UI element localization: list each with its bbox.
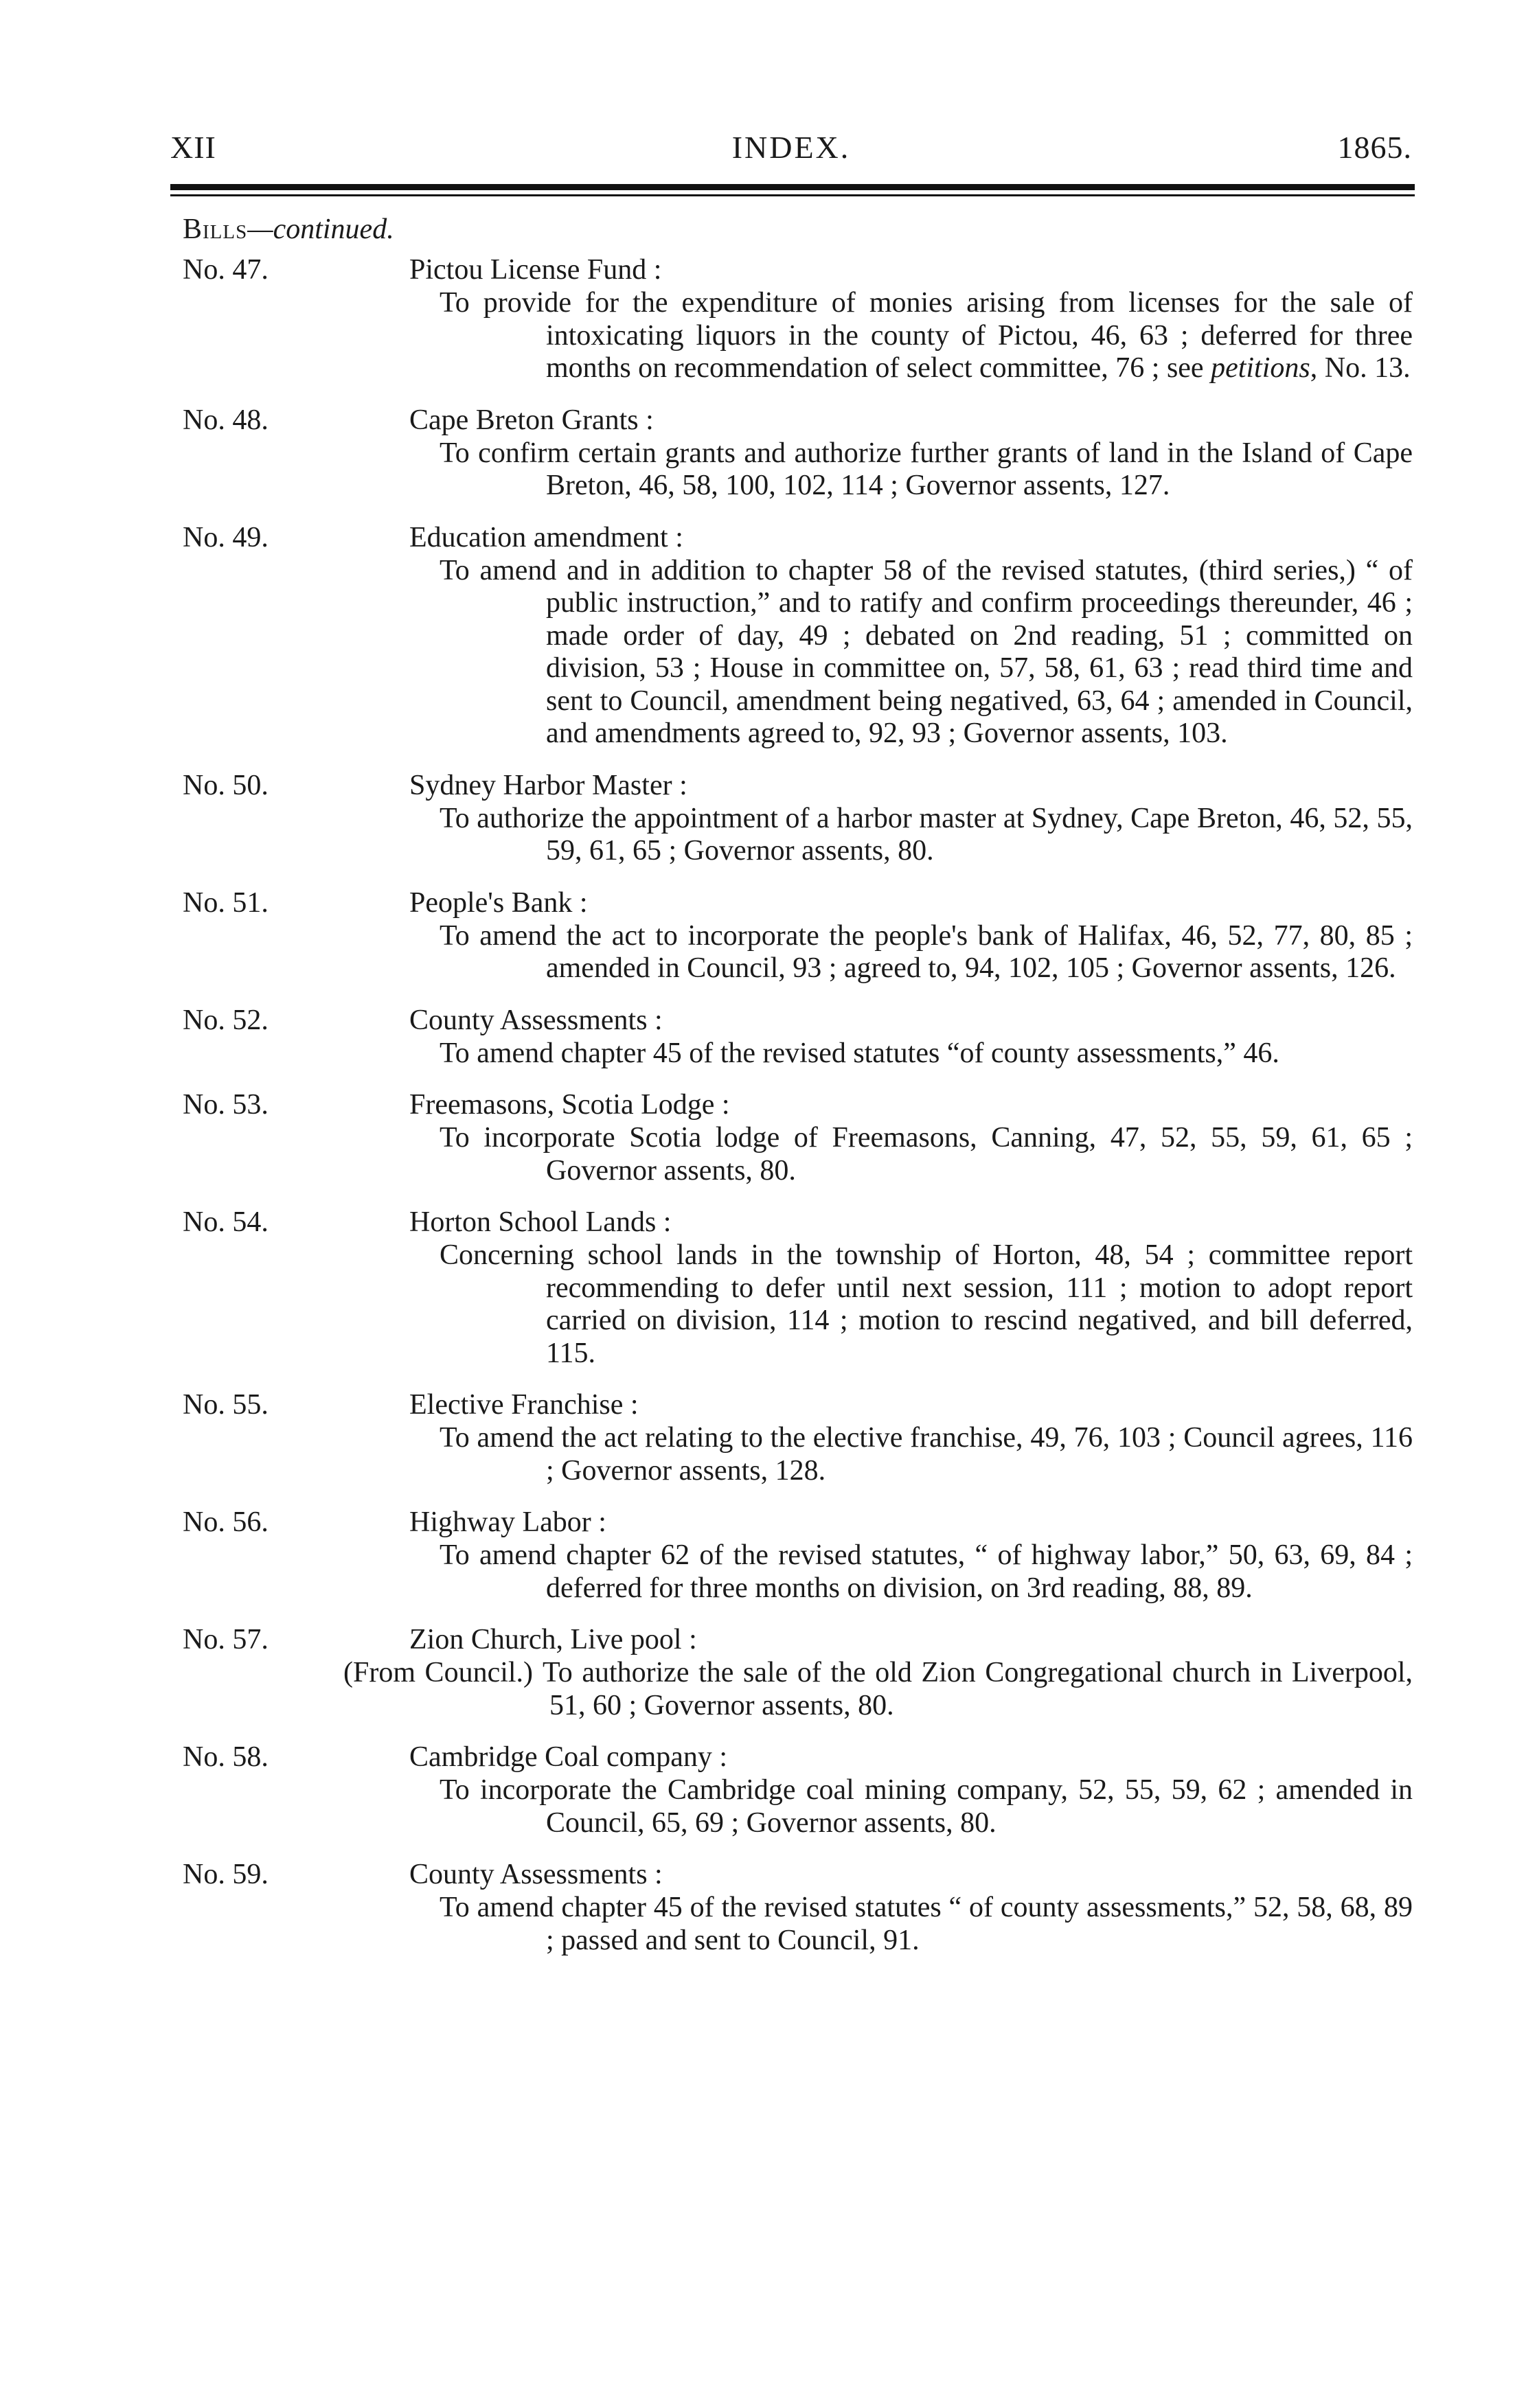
cross-reference-number: , No. 13. (1310, 352, 1411, 384)
index-entry (0, 1089, 1526, 1187)
page-title: INDEX. (731, 130, 851, 165)
index-entry (0, 1741, 1526, 1839)
bill-text: Concerning school lands in the township of Horton, 48, 54 ; committee report recommending to defer until next session, 111 ; motion to adopt report carried on division, 114 ; motion to rescind negatived, and bill deferred, 115. (440, 1239, 1413, 1369)
bill-description (343, 1657, 1413, 1722)
bill-description (440, 437, 1413, 503)
running-head (170, 129, 1412, 177)
bill-number: No. 50. (183, 769, 269, 801)
bill-description (440, 1037, 1413, 1070)
index-entry (0, 1389, 1526, 1487)
bill-text: To confirm certain grants and authorize further grants of land in the Island of Cape Breton, 46, 58, 100, 102, 114 ; Governor assents, 127. (440, 437, 1413, 501)
entry-head-line (0, 522, 1526, 555)
bill-description (440, 554, 1413, 750)
page-folio: XII (170, 130, 216, 165)
bill-description (440, 1422, 1413, 1487)
page-year: 1865. (1337, 130, 1412, 165)
bill-number: No. 53. (183, 1089, 269, 1121)
bill-subject: Freemasons, Scotia Lodge : (409, 1089, 730, 1121)
bill-subject: Highway Labor : (409, 1506, 606, 1538)
bill-description (440, 802, 1413, 868)
section-continued: —continued. (247, 214, 394, 245)
bill-description (440, 1774, 1413, 1839)
entry-head-line (0, 1389, 1526, 1422)
index-entry (0, 887, 1526, 985)
index-entry (0, 1506, 1526, 1605)
bill-number: No. 52. (183, 1004, 269, 1036)
bill-text: To amend chapter 45 of the revised statutes “of county assessments,” 46. (440, 1037, 1279, 1069)
index-entry (0, 770, 1526, 868)
bill-number: No. 54. (183, 1206, 269, 1238)
entry-head-line (0, 1206, 1526, 1239)
bill-number: No. 49. (183, 521, 269, 553)
bill-subject: Elective Franchise : (409, 1389, 639, 1421)
index-entry (0, 522, 1526, 750)
bill-origin: (From Council.) (343, 1657, 534, 1688)
bill-text: To provide for the expenditure of monies arising from licenses for the sale of intoxicating liquors in the county of Pictou, 46, 63 ; deferred for three months on recommendation of select committee, 76 ; see (440, 287, 1413, 384)
bill-number: No. 56. (183, 1506, 269, 1538)
index-entry (0, 254, 1526, 385)
bill-text: To amend chapter 62 of the revised statutes, “ of highway labor,” 50, 63, 69, 84 ; deferred for three months on division, on 3rd reading, 88, 89. (440, 1539, 1413, 1604)
bill-number: No. 55. (183, 1389, 269, 1421)
bill-text: To authorize the sale of the old Zion Congregational church in Liverpool, 51, 60 ; Governor assents, 80. (543, 1657, 1413, 1721)
entry-head-line (0, 770, 1526, 803)
bill-description (440, 1239, 1413, 1370)
entry-head-line (0, 254, 1526, 287)
bill-description (440, 287, 1413, 385)
bill-text: To amend the act to incorporate the people's bank of Halifax, 46, 52, 77, 80, 85 ; amended in Council, 93 ; agreed to, 94, 102, 105 ; Governor assents, 126. (440, 919, 1413, 984)
bill-subject: Zion Church, Live pool : (409, 1624, 697, 1655)
bill-number: No. 48. (183, 404, 269, 436)
index-entry (0, 1624, 1526, 1722)
entry-head-line (0, 1089, 1526, 1122)
header-rule-thick (170, 184, 1415, 190)
section-label: Bills (183, 214, 248, 245)
bill-subject: Horton School Lands : (409, 1206, 672, 1238)
bill-subject: Sydney Harbor Master : (409, 769, 687, 801)
section-heading (183, 213, 394, 246)
entry-head-line (0, 1859, 1526, 1892)
bill-description (440, 1892, 1413, 1957)
bill-description (440, 1122, 1413, 1187)
cross-reference: petitions (1211, 352, 1310, 384)
bill-number: No. 47. (183, 254, 269, 286)
bill-text: To incorporate Scotia lodge of Freemasons, Canning, 47, 52, 55, 59, 61, 65 ; Governor assents, 80. (440, 1122, 1413, 1186)
bill-text: To authorize the appointment of a harbor master at Sydney, Cape Breton, 46, 52, 55, 59, 61, 65 ; Governor assents, 80. (440, 802, 1413, 867)
entry-head-line (0, 1741, 1526, 1774)
bill-text: To amend chapter 45 of the revised statutes “ of county assessments,” 52, 58, 68, 89 ; passed and sent to Council, 91. (440, 1892, 1413, 1956)
index-entry (0, 1206, 1526, 1370)
index-entries (0, 254, 1526, 1976)
bill-text: To incorporate the Cambridge coal mining company, 52, 55, 59, 62 ; amended in Council, 65, 69 ; Governor assents, 80. (440, 1774, 1413, 1839)
bill-subject: Education amendment : (409, 521, 683, 553)
index-entry (0, 404, 1526, 503)
index-entry (0, 1859, 1526, 1957)
entry-head-line (0, 887, 1526, 920)
bill-number: No. 57. (183, 1624, 269, 1655)
bill-subject: Cape Breton Grants : (409, 404, 654, 436)
bill-number: No. 58. (183, 1741, 269, 1773)
entry-head-line (0, 1624, 1526, 1657)
bill-description (440, 919, 1413, 985)
bill-text: To amend the act relating to the elective franchise, 49, 76, 103 ; Council agrees, 116 ; Governor assents, 128. (440, 1422, 1413, 1487)
bill-number: No. 51. (183, 886, 269, 919)
bill-subject: County Assessments : (409, 1004, 663, 1036)
bill-number: No. 59. (183, 1859, 269, 1890)
index-entry (0, 1005, 1526, 1070)
bill-subject: People's Bank : (409, 886, 588, 919)
header-rule-thin (170, 194, 1415, 196)
entry-head-line (0, 404, 1526, 437)
entry-head-line (0, 1506, 1526, 1539)
bill-subject: Cambridge Coal company : (409, 1741, 728, 1773)
bill-subject: County Assessments : (409, 1859, 663, 1890)
bill-description (440, 1539, 1413, 1605)
bill-text: To amend and in addition to chapter 58 of the revised statutes, (third series,) “ of public instruction,” and to ratify and confirm proceedings thereunder, 46 ; made order of day, 49 ; debated on 2nd reading, 51 ; committed on division, 53 ; House in committee on, 57, 58, 61, 63 ; read third time and sent to Council, amendment being negatived, 63, 64 ; amended in Council, and amendments agreed to, 92, 93 ; Governor assents, 103. (440, 554, 1413, 749)
bill-subject: Pictou License Fund : (409, 254, 662, 286)
entry-head-line (0, 1005, 1526, 1037)
